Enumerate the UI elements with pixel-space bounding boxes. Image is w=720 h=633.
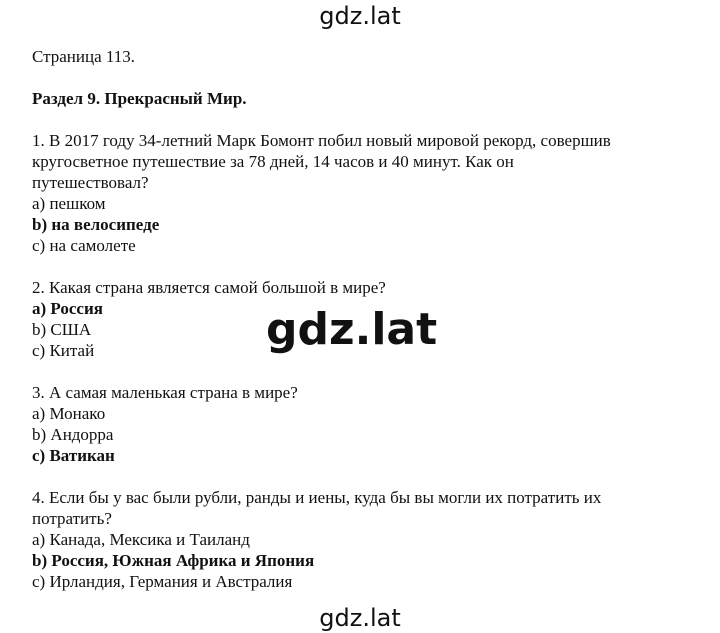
- correct-answer-option: c) Ватикан: [32, 446, 115, 465]
- question-text: 4. Если бы у вас были рубли, ранды и иены, куда бы вы могли их потратить их: [32, 488, 602, 507]
- correct-answer-option: b) Россия, Южная Африка и Япония: [32, 551, 315, 570]
- answer-option: a) Монако: [32, 404, 106, 423]
- question-3: [32, 382, 692, 466]
- answer-option: a) Канада, Мексика и Таиланд: [32, 530, 250, 549]
- answer-option: c) на самолете: [32, 236, 136, 255]
- question-1: [32, 130, 692, 256]
- watermark-bottom: gdz.lat: [319, 604, 401, 632]
- question-text: потратить?: [32, 509, 112, 528]
- watermark-center: gdz.lat: [266, 304, 438, 355]
- question-text: 2. Какая страна является самой большой в мире?: [32, 278, 386, 297]
- question-2: [32, 277, 692, 361]
- answer-option: c) Ирландия, Германия и Австралия: [32, 572, 293, 591]
- question-text: 1. В 2017 году 34-летний Марк Бомонт побил новый мировой рекорд, совершив: [32, 131, 611, 150]
- page-label: Страница 113.: [32, 47, 136, 66]
- answer-option: b) Андорра: [32, 425, 114, 444]
- answer-option: a) пешком: [32, 194, 106, 213]
- document-body: [32, 46, 692, 592]
- answer-option: c) Китай: [32, 341, 95, 360]
- answer-option: b) США: [32, 320, 92, 339]
- question-text: 3. А самая маленькая страна в мире?: [32, 383, 298, 402]
- watermark-top: gdz.lat: [319, 2, 401, 30]
- question-text: кругосветное путешествие за 78 дней, 14 часов и 40 минут. Как он: [32, 152, 514, 171]
- correct-answer-option: a) Россия: [32, 299, 103, 318]
- question-text: путешествовал?: [32, 173, 149, 192]
- question-4: [32, 487, 692, 592]
- section-title: Раздел 9. Прекрасный Мир.: [32, 89, 247, 108]
- correct-answer-option: b) на велосипеде: [32, 215, 160, 234]
